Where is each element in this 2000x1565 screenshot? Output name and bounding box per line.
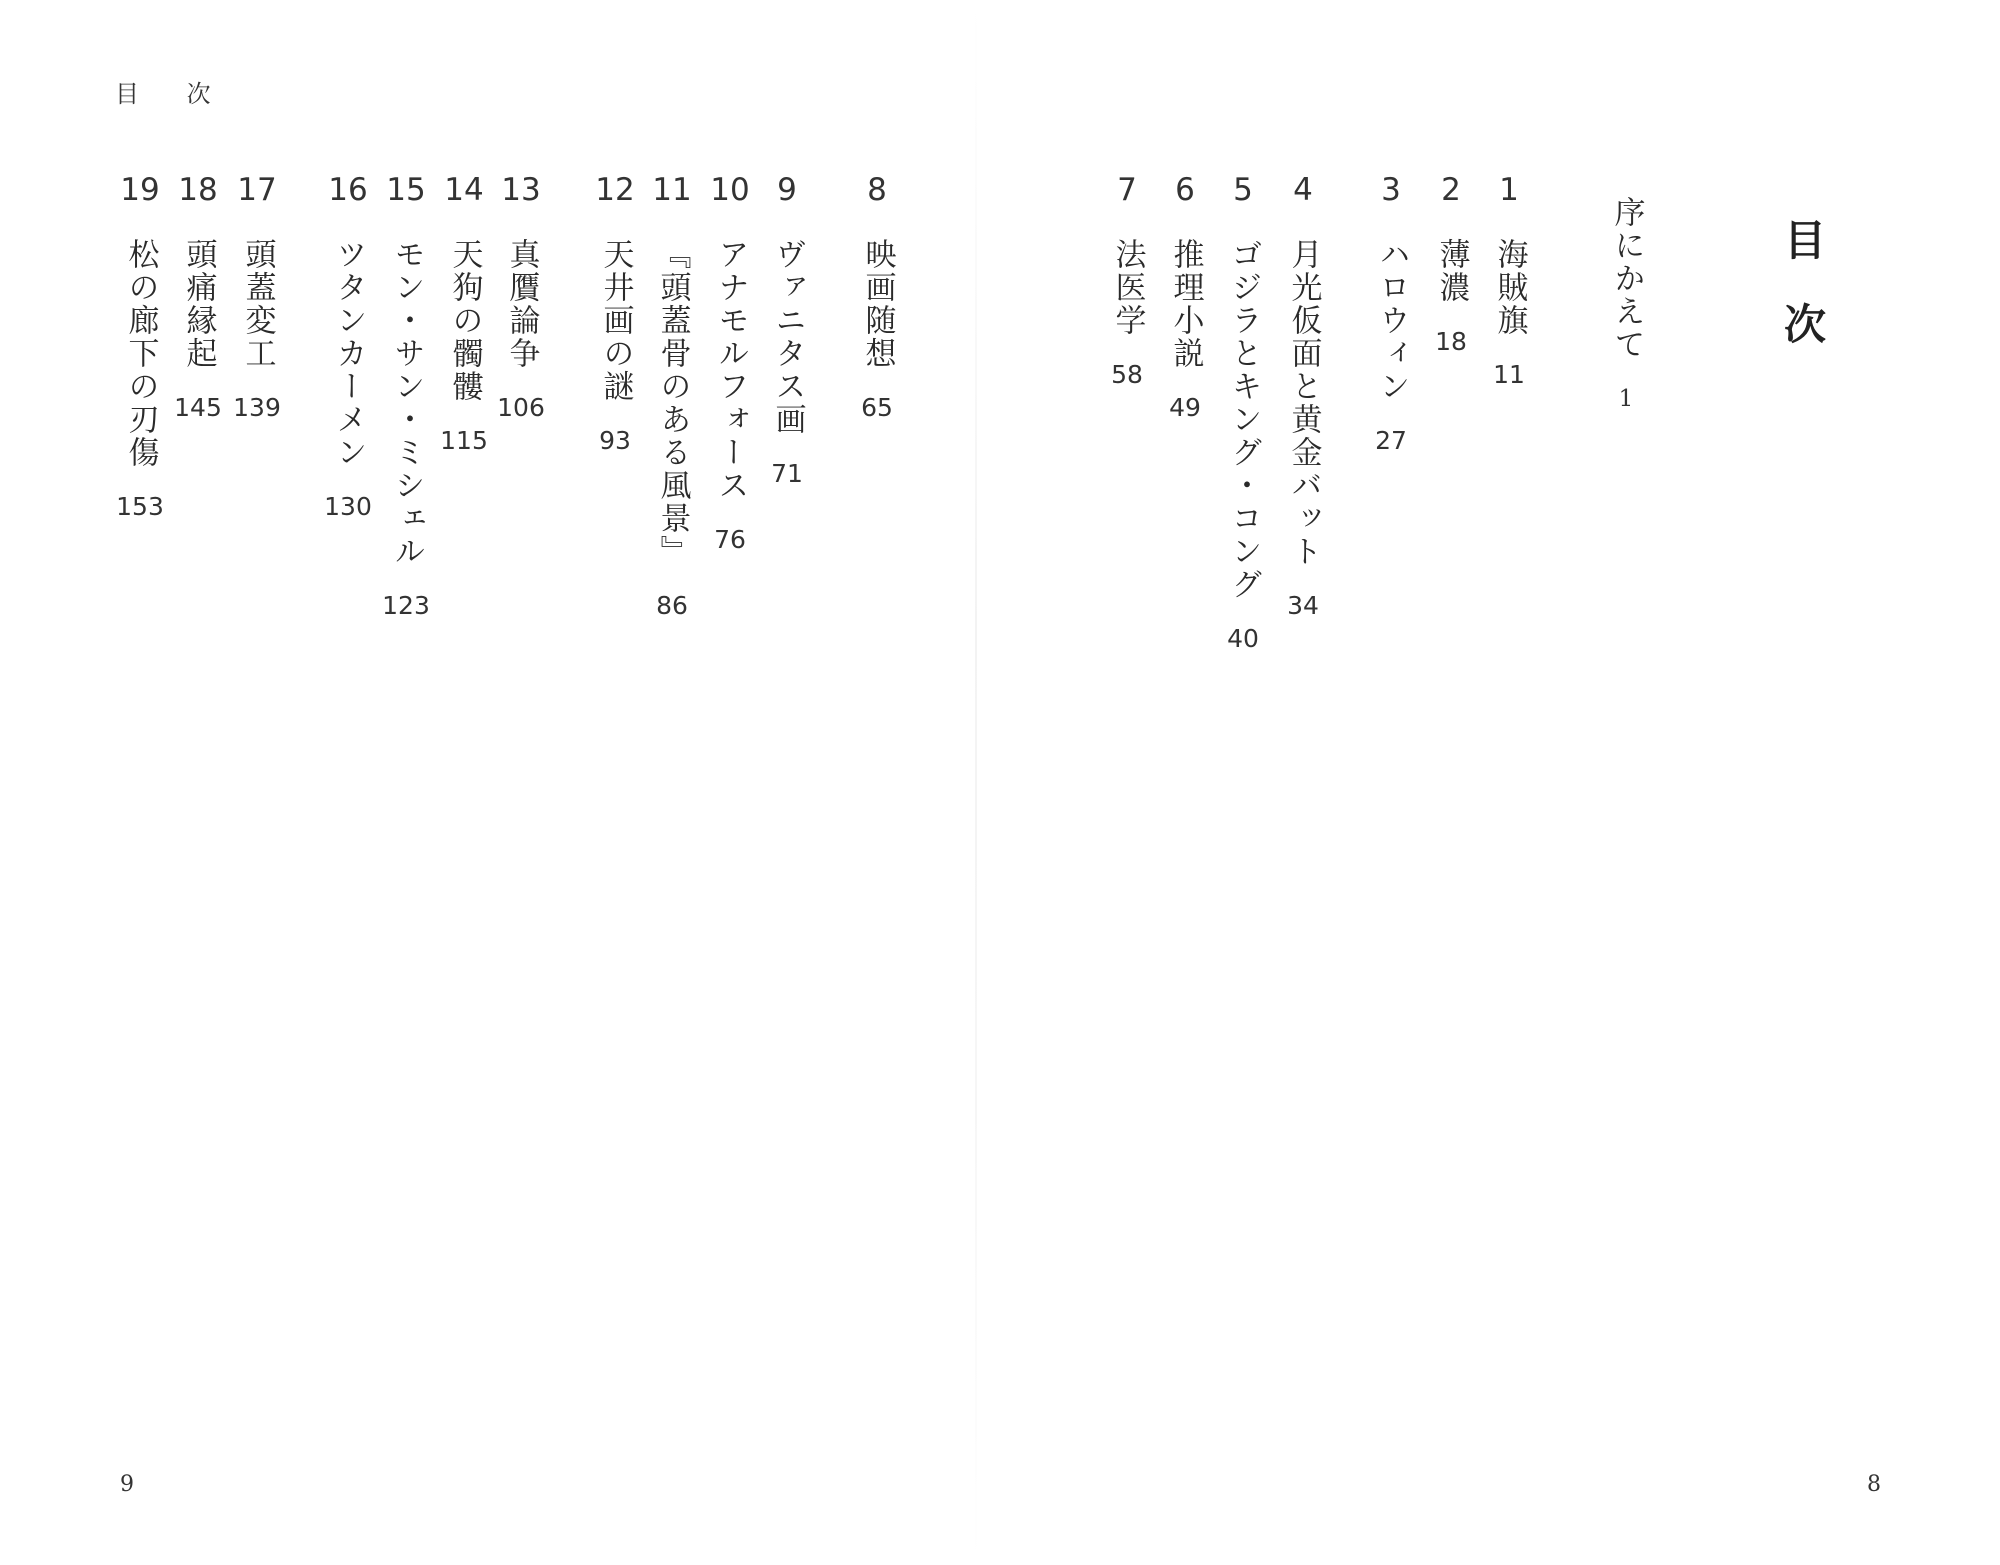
entry-title: 真贋論争 [503, 238, 540, 370]
running-header: 目 次 [115, 80, 231, 108]
toc-entry [170, 172, 226, 422]
entry-title: 頭蓋変工 [239, 238, 276, 370]
toc-entry [229, 172, 285, 422]
entry-number: 13 [501, 172, 541, 208]
entry-title: アナモルフォース [712, 238, 749, 502]
entry-title: 天狗の髑髏 [446, 238, 483, 403]
entry-title: 序にかえて [1608, 196, 1645, 361]
entry-number: 5 [1233, 172, 1253, 208]
entry-number: 2 [1441, 172, 1461, 208]
entry-title: ゴジラとキング・コング [1225, 238, 1262, 601]
entry-number: 10 [710, 172, 750, 208]
entry-number: 14 [444, 172, 484, 208]
page-number-left: 9 [120, 1472, 134, 1497]
entry-number: 19 [120, 172, 160, 208]
toc-entry [1157, 172, 1213, 422]
entry-number: 4 [1293, 172, 1313, 208]
toc-entry [1423, 172, 1479, 356]
entry-title: 映画随想 [859, 238, 896, 370]
entry-number: 18 [178, 172, 218, 208]
entry-title: 頭痛縁起 [180, 238, 217, 370]
entry-title: ツタンカーメン [330, 238, 367, 469]
entry-title: ハロウィン [1373, 238, 1410, 403]
toc-entry [1275, 172, 1331, 620]
entry-page: 18 [1435, 327, 1467, 356]
toc-entry [702, 172, 758, 554]
entry-title: 松の廊下の刃傷 [122, 238, 159, 469]
entry-page: 71 [771, 459, 803, 488]
entry-page: 76 [714, 525, 746, 554]
entry-page: 34 [1287, 591, 1319, 620]
entry-page: 130 [324, 492, 372, 521]
entry-page: 115 [440, 426, 488, 455]
toc-entry [587, 172, 643, 455]
entry-number: 12 [595, 172, 635, 208]
entry-number: 1 [1499, 172, 1519, 208]
toc-entry [378, 172, 434, 620]
toc-entry [849, 172, 905, 422]
entry-title: 天井画の謎 [597, 238, 634, 403]
entry-page: 93 [599, 426, 631, 455]
entry-number: 6 [1175, 172, 1195, 208]
toc-title: 目次 [1778, 218, 1827, 386]
entry-title: 月光仮面と黄金バット [1285, 238, 1322, 568]
toc-entry [1363, 172, 1419, 455]
entry-page: 1 [1618, 386, 1634, 412]
entry-title: 『頭蓋骨のある風景』 [654, 238, 691, 568]
entry-page: 11 [1493, 360, 1525, 389]
entry-number: 7 [1117, 172, 1137, 208]
page-number-right: 8 [1867, 1472, 1881, 1497]
entry-title: モン・サン・ミシェル [388, 238, 425, 568]
entry-number: 17 [237, 172, 277, 208]
toc-entry [112, 172, 168, 521]
entry-number: 11 [652, 172, 692, 208]
toc-entry-preface [1598, 184, 1654, 413]
entry-page: 123 [382, 591, 430, 620]
entry-number: 3 [1381, 172, 1401, 208]
entry-title: 海賊旗 [1491, 238, 1528, 337]
toc-entry [759, 172, 815, 488]
toc-entry [320, 172, 376, 521]
entry-title: ヴァニタス画 [769, 238, 806, 436]
toc-entry [1215, 172, 1271, 653]
entry-page: 145 [174, 393, 222, 422]
toc-entry [1481, 172, 1537, 389]
toc-entry [436, 172, 492, 455]
page-gutter [975, 0, 977, 1565]
toc-entry [1099, 172, 1155, 389]
entry-number: 16 [328, 172, 368, 208]
entry-page: 49 [1169, 393, 1201, 422]
entry-page: 86 [656, 591, 688, 620]
entry-page: 40 [1227, 624, 1259, 653]
entry-title: 法医学 [1109, 238, 1146, 337]
entry-page: 27 [1375, 426, 1407, 455]
entry-page: 153 [116, 492, 164, 521]
entry-page: 65 [861, 393, 893, 422]
entry-page: 58 [1111, 360, 1143, 389]
entry-page: 106 [497, 393, 545, 422]
toc-entry [644, 172, 700, 620]
entry-page: 139 [233, 393, 281, 422]
entry-number: 8 [867, 172, 887, 208]
entry-number: 15 [386, 172, 426, 208]
entry-title: 薄濃 [1433, 238, 1470, 304]
entry-title: 推理小説 [1167, 238, 1204, 370]
toc-entry [493, 172, 549, 422]
entry-number: 9 [777, 172, 797, 208]
